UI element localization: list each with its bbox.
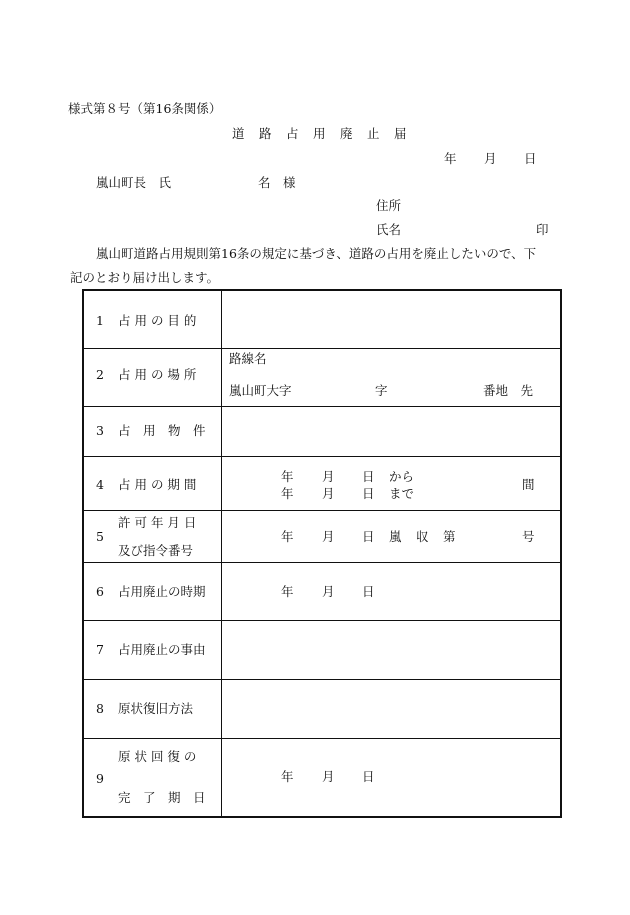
body-text-line1: 嵐山町道路占用規則第16条の規定に基づき、道路の占用を廃止したいので、下	[96, 246, 537, 261]
title-char: 用	[313, 126, 326, 141]
row-divider	[84, 510, 560, 511]
row-number: 9	[96, 771, 104, 786]
row-divider	[84, 406, 560, 407]
row-divider	[84, 348, 560, 349]
row-divider	[84, 738, 560, 739]
row-label-object: 占 用 物 件	[118, 423, 206, 438]
row-number: 3	[96, 423, 104, 438]
abolition-year: 年	[281, 584, 294, 599]
form-number: 様式第８号（第16条関係）	[68, 101, 222, 116]
permit-prefix-3: 第	[443, 529, 456, 544]
row-divider	[84, 562, 560, 563]
permit-suffix: 号	[522, 529, 535, 544]
period-from: から	[389, 469, 415, 484]
period-start-month: 月	[322, 469, 335, 484]
period-end-year: 年	[281, 486, 294, 501]
row-divider	[84, 620, 560, 621]
date-year: 年	[444, 151, 457, 166]
document-title	[232, 128, 421, 141]
date-day: 日	[524, 151, 537, 166]
location-aza: 字	[375, 383, 388, 398]
title-char: 道	[232, 126, 245, 141]
completion-year: 年	[281, 769, 294, 784]
row-label-abolition-reason: 占用廃止の事由	[118, 642, 206, 657]
title-char: 路	[259, 126, 272, 141]
period-end-month: 月	[322, 486, 335, 501]
title-char: 止	[367, 126, 380, 141]
title-char: 届	[394, 126, 407, 141]
name-label: 氏名	[376, 222, 402, 237]
row-label-restoration: 原 状 回 復 の	[118, 749, 197, 764]
row-label-permit-number: 及び指令番号	[118, 543, 194, 558]
period-start-day: 日	[362, 469, 375, 484]
row-number: 8	[96, 701, 104, 716]
abolition-day: 日	[362, 584, 375, 599]
title-char: 廃	[340, 126, 353, 141]
row-number: 2	[96, 367, 104, 382]
route-name-label: 路線名	[229, 351, 267, 366]
row-label-abolition-time: 占用廃止の時期	[118, 584, 206, 599]
location-town: 嵐山町大字	[229, 383, 292, 398]
row-divider	[84, 456, 560, 457]
notification-form-table	[82, 289, 562, 818]
completion-month: 月	[322, 769, 335, 784]
period-suffix: 間	[522, 477, 535, 492]
row-label-period: 占 用 の 期 間	[118, 477, 197, 492]
body-text-line2: 記のとおり届け出します。	[70, 270, 220, 285]
period-end-day: 日	[362, 486, 375, 501]
row-label-restoration-method: 原状復旧方法	[118, 701, 194, 716]
addressee-title: 嵐山町長 氏	[96, 175, 172, 190]
row-label-completion-date: 完 了 期 日	[118, 790, 206, 805]
completion-day: 日	[362, 769, 375, 784]
row-label-permit-date: 許 可 年 月 日	[118, 515, 197, 530]
row-divider	[84, 679, 560, 680]
location-banchi: 番地 先	[483, 383, 534, 398]
row-number: 1	[96, 313, 104, 328]
row-number: 6	[96, 584, 104, 599]
date-month: 月	[484, 151, 497, 166]
addressee-honorific: 名 様	[258, 175, 296, 190]
seal-mark: 印	[536, 222, 549, 237]
title-char: 占	[286, 126, 299, 141]
row-label-location: 占 用 の 場 所	[118, 367, 197, 382]
permit-month: 月	[322, 529, 335, 544]
permit-year: 年	[281, 529, 294, 544]
permit-day: 日	[362, 529, 375, 544]
period-until: まで	[389, 486, 415, 501]
row-number: 5	[96, 529, 104, 544]
address-label: 住所	[376, 198, 402, 213]
abolition-month: 月	[322, 584, 335, 599]
permit-prefix-1: 嵐	[389, 529, 402, 544]
permit-prefix-2: 収	[416, 529, 429, 544]
row-number: 7	[96, 642, 104, 657]
period-start-year: 年	[281, 469, 294, 484]
row-number: 4	[96, 477, 104, 492]
row-label-purpose: 占 用 の 目 的	[118, 313, 197, 328]
